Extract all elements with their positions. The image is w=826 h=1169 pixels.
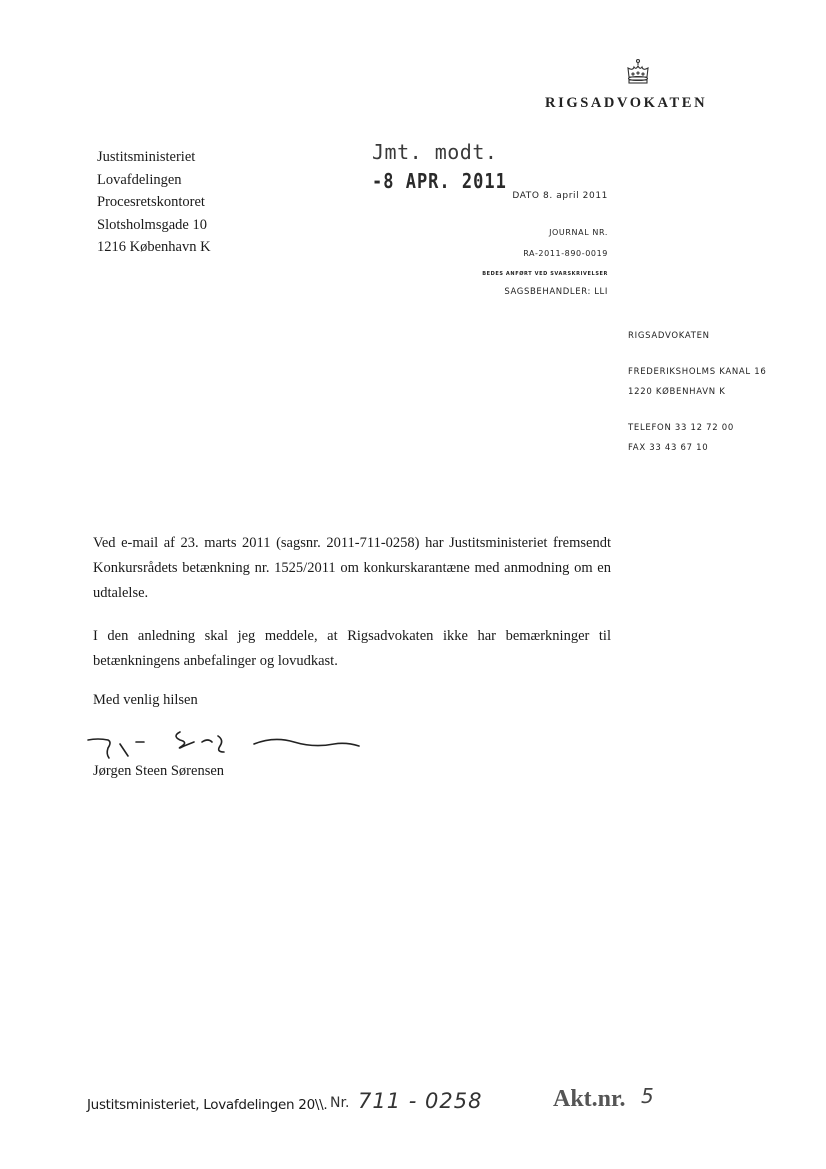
received-stamp-date: -8 APR. 2011: [372, 170, 507, 194]
footer-case-number: 711 - 0258: [358, 1089, 483, 1113]
recipient-line: 1216 København K: [97, 239, 211, 255]
body-paragraph: I den anledning skal jeg meddele, at Rigsadvokaten ikke har bemærkninger til betænkningens anbefalinger og lovudkast.: [93, 628, 611, 669]
letterhead-brand: RIGSADVOKATEN: [545, 95, 708, 111]
case-handler: SAGSBEHANDLER: LLI: [504, 287, 608, 297]
akt-label: Akt.nr.: [553, 1086, 626, 1112]
signer-name: Jørgen Steen Sørensen: [93, 763, 225, 779]
recipient-line: Lovafdelingen: [97, 171, 182, 188]
closing-greeting: Med venlig hilsen: [93, 692, 198, 708]
body-paragraph: Ved e-mail af 23. marts 2011 (sagsnr. 2011-711-0258) har Justitsministeriet fremsendt Konkursrådets betænkning nr. 1525/2011 om konkurskarantæne med anmodning om en udtalelse.: [93, 535, 611, 601]
received-stamp-label: Jmt. modt.: [372, 140, 498, 164]
akt-number: 5: [641, 1084, 654, 1108]
reply-note: BEDES ANFØRT VED SVARSKRIVELSER: [482, 271, 608, 277]
sender-city: 1220 KØBENHAVN K: [628, 387, 726, 397]
footer-stamp: Justitsministeriet, Lovafdelingen 20\\.: [87, 1097, 328, 1113]
sender-name: RIGSADVOKATEN: [628, 331, 710, 341]
recipient-line: Slotsholmsgade 10: [97, 216, 207, 233]
sender-phone: TELEFON 33 12 72 00: [628, 423, 734, 433]
recipient-line: Procesretskontoret: [97, 194, 205, 210]
journal-label: JOURNAL NR.: [549, 228, 608, 237]
recipient-line: Justitsministeriet: [97, 149, 196, 165]
crown-icon: [624, 58, 652, 86]
sender-fax: FAX 33 43 67 10: [628, 443, 709, 453]
handwritten-signature: [84, 722, 364, 762]
journal-number: RA-2011-890-0019: [523, 249, 608, 258]
letter-date: DATO 8. april 2011: [512, 191, 608, 201]
recipient-address: [97, 146, 211, 259]
footer-nr-label: Nr.: [330, 1095, 350, 1111]
sender-street: FREDERIKSHOLMS KANAL 16: [628, 367, 767, 377]
